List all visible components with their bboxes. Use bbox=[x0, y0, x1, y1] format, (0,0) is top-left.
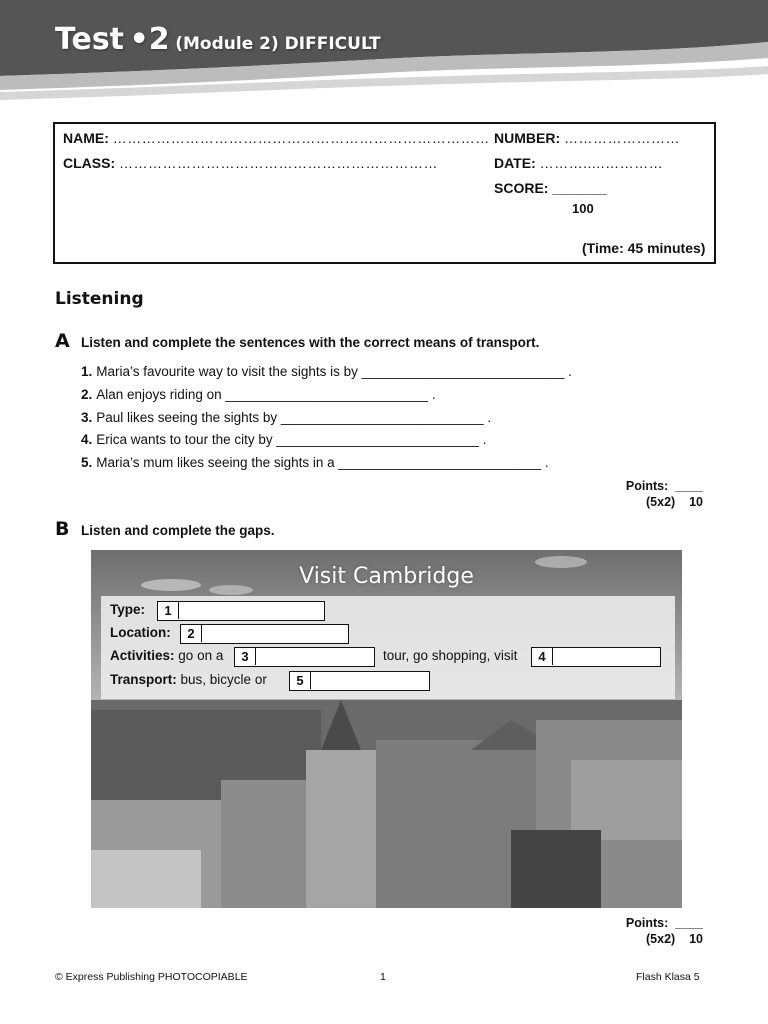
info-panel bbox=[101, 596, 675, 699]
type-row: Type: bbox=[110, 602, 146, 617]
footer-book-title: Flash Klasa 5 bbox=[636, 971, 700, 983]
exercise-a-item-5[interactable]: 5. Maria’s mum likes seeing the sights in a ___________________________ . bbox=[81, 455, 549, 470]
gap-4-input[interactable]: 4 bbox=[531, 647, 661, 667]
exercise-b-instruction: Listen and complete the gaps. bbox=[81, 523, 275, 538]
exercise-a-item-3[interactable]: 3. Paul likes seeing the sights by ___________________________ . bbox=[81, 410, 492, 425]
class-field[interactable]: CLASS: ………………………………………………………… bbox=[63, 155, 439, 171]
test-title: Test •2 (Module 2) DIFFICULT bbox=[55, 22, 381, 57]
location-row: Location: bbox=[110, 625, 171, 640]
exercise-a-item-1[interactable]: 1. Maria’s favourite way to visit the sights is by ___________________________ . bbox=[81, 364, 572, 379]
exercise-a-item-2[interactable]: 2. Alan enjoys riding on ___________________________ . bbox=[81, 387, 436, 402]
number-field[interactable]: NUMBER: …………………… bbox=[494, 130, 680, 146]
visit-cambridge-title: Visit Cambridge bbox=[299, 564, 474, 589]
score-total: 100 bbox=[572, 201, 594, 216]
time-limit: (Time: 45 minutes) bbox=[582, 240, 706, 256]
header-banner bbox=[0, 0, 768, 110]
gap-5-input[interactable]: 5 bbox=[289, 671, 430, 691]
cambridge-photo bbox=[91, 550, 682, 908]
exercise-a-instruction: Listen and complete the sentences with the correct means of transport. bbox=[81, 335, 540, 350]
student-info-box bbox=[53, 122, 716, 264]
exercise-b-letter: B bbox=[55, 518, 70, 540]
exercise-a-letter: A bbox=[55, 330, 70, 352]
gap-1-input[interactable]: 1 bbox=[157, 601, 325, 621]
transport-row: Transport: bus, bicycle or bbox=[110, 672, 267, 687]
date-field[interactable]: DATE: ……….....………… bbox=[494, 155, 664, 171]
section-title-listening: Listening bbox=[55, 289, 144, 309]
exercise-a-points: Points: ____ (5x2) 10 bbox=[625, 479, 703, 509]
score-field[interactable]: SCORE: _______ bbox=[494, 180, 607, 196]
gap-3-input[interactable]: 3 bbox=[234, 647, 375, 667]
footer-copyright: © Express Publishing PHOTOCOPIABLE bbox=[55, 971, 248, 983]
activities-row-text2: tour, go shopping, visit bbox=[383, 648, 518, 663]
footer-page-number: 1 bbox=[380, 971, 386, 983]
activities-row: Activities: go on a bbox=[110, 648, 224, 663]
gap-2-input[interactable]: 2 bbox=[180, 624, 349, 644]
exercise-b-points: Points: ____ (5x2) 10 bbox=[625, 916, 703, 946]
name-field[interactable]: NAME: …………………………………………………………………… bbox=[63, 130, 490, 146]
exercise-a-item-4[interactable]: 4. Erica wants to tour the city by ___________________________ . bbox=[81, 432, 487, 447]
